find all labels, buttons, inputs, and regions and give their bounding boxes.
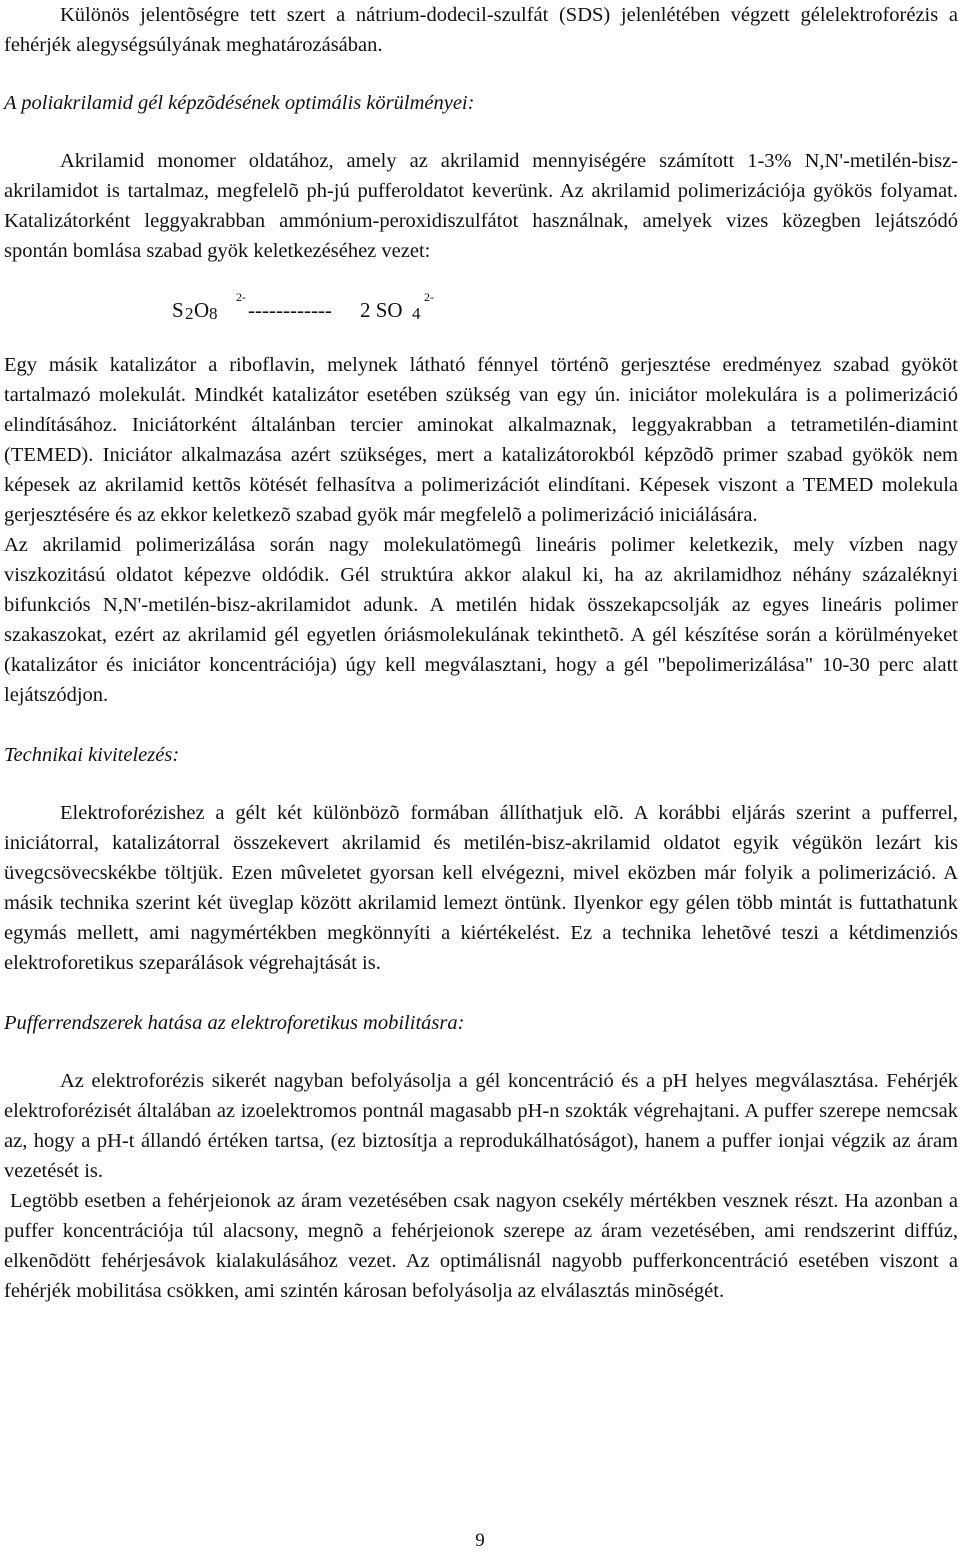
equation-so-subscript: 4	[412, 304, 421, 323]
equation-arrow: ------------	[248, 298, 332, 322]
paragraph-technique: Elektroforézishez a gélt két különbözõ formában állíthatjuk elõ. A korábbi eljárás szerint a pufferrel, iniciátorral, katalizátorral összekevert akrilamid és metilén-bisz-akrilamid oldatot egyik végükön lezárt kis üvegcsövecskékbe töltjük. Ezen mûveletet gyorsan kell elvégezni, mivel eközben már folyik a polimerizáció. A másik technika szerint két üveglap között akrilamid lemezt öntünk. Ilyenkor egy gélen több mintát is futtathatunk egymás mellett, ami nagymértékben megkönnyíti a kiértékelést. Ez a technika lehetõvé teszi a kétdimenziós elektroforetikus szeparálások végrehajtását is.	[4, 802, 958, 974]
paragraph-riboflavin: Egy másik katalizátor a riboflavin, melynek látható fénnyel történõ gerjesztése eredményez szabad gyököt tartalmazó molekulát. Mindkét katalizátor esetében szükség van egy ún. iniciátor molekulára is a polimerizáció elindításához. Iniciátorként általánban tercier aminokat alkalmaznak, leggyakrabban a tetrametilén-diamint (TEMED). Iniciátor alkalmazása azért szükséges, mert a katalizátorokból képzõdõ primer szabad gyökök nem képesek az akrilamid kettõs kötését felhasítva a polimerizációt elindítani. Képesek viszont a TEMED molekula gerjesztésére és az ekkor keletkezõ szabad gyök már megfelelõ a polimerizáció iniciálására.	[4, 354, 958, 526]
paragraph-buffer: Az elektroforézis sikerét nagyban befolyásolja a gél koncentráció és a pH helyes megválasztása. Fehérjék elektroforézisét általában az izoelektromos pontnál magasabb pH-n szokták végrehajtani. A puffer szerepe nemcsak az, hogy a pH-t állandó értéken tartsa, (ez biztosítja a reprodukálhatóságot), hanem a puffer ionjai végzik az áram vezetését is.	[4, 1070, 958, 1182]
heading-buffer-systems: Pufferrendszerek hatása az elektroforetikus mobilitásra:	[4, 1012, 465, 1034]
page-number: 9	[475, 1530, 485, 1551]
document-page	[4, 0, 958, 1306]
equation-o: O	[194, 298, 210, 322]
paragraph-polymerization: Az akrilamid polimerizálása során nagy molekulatömegû lineáris polimer keletkezik, mely vízben nagy viszkozitású oldatot képezve oldódik. Gél struktúra akkor alakul ki, ha az akrilamidhoz néhány százaléknyi bifunkciós N,N'-metilén-bisz-akrilamidot adunk. A metilén hidak összekapcsolják az egyes lineáris polimer szakaszokat, ezért az akrilamid gél egyetlen óriásmolekulának tekinthetõ. A gél készítése során a körülményeket (katalizátor és iniciátor koncentrációja) úgy kell megválasztani, hogy a gél "bepolimerizálása" 10-30 perc alatt lejátszódjon.	[4, 534, 958, 706]
equation-persulfate	[4, 292, 958, 332]
paragraph-protein-ions: Legtöbb esetben a fehérjeionok az áram vezetésében csak nagyon csekély mértékben vesznek részt. Ha azonban a puffer koncentrációja túl alacsony, megnõ a fehérjeionok szerepe az áram vezetésében, ami rendszerint diffúz, elkenõdött fehérjesávok kialakulásához vezet. Az optimálisnál nagyobb pufferkoncentráció esetében viszont a fehérjék mobilitása csökken, ami szintén károsan befolyásolja az elválasztás minõségét.	[4, 1190, 958, 1302]
equation-charge-left: 2-	[236, 290, 246, 304]
equation-charge-right: 2-	[424, 290, 434, 304]
paragraph-sds: Különös jelentõségre tett szert a nátrium-dodecil-szulfát (SDS) jelenlétében végzett gélelektroforézis a fehérjék alegységsúlyának meghatározásában.	[4, 4, 958, 56]
equation-o-subscript: 8	[209, 304, 218, 323]
equation-s: S	[172, 298, 184, 322]
heading-technical: Technikai kivitelezés:	[4, 744, 180, 766]
heading-gel-formation: A poliakrilamid gél képzõdésének optimális körülményei:	[4, 92, 475, 114]
paragraph-acrylamide: Akrilamid monomer oldatához, amely az akrilamid mennyiségére számított 1-3% N,N'-metilén-bisz-akrilamidot is tartalmaz, megfelelõ ph-jú pufferoldatot keverünk. Az akrilamid polimerizációja gyökös folyamat. Katalizátorként leggyakrabban ammónium-peroxidiszulfátot használnak, amelyek vizes közegben lejátszódó spontán bomlása szabad gyök keletkezéséhez vezet:	[4, 150, 958, 262]
equation-product: 2 SO	[360, 298, 403, 322]
equation-s-subscript: 2	[185, 304, 194, 323]
